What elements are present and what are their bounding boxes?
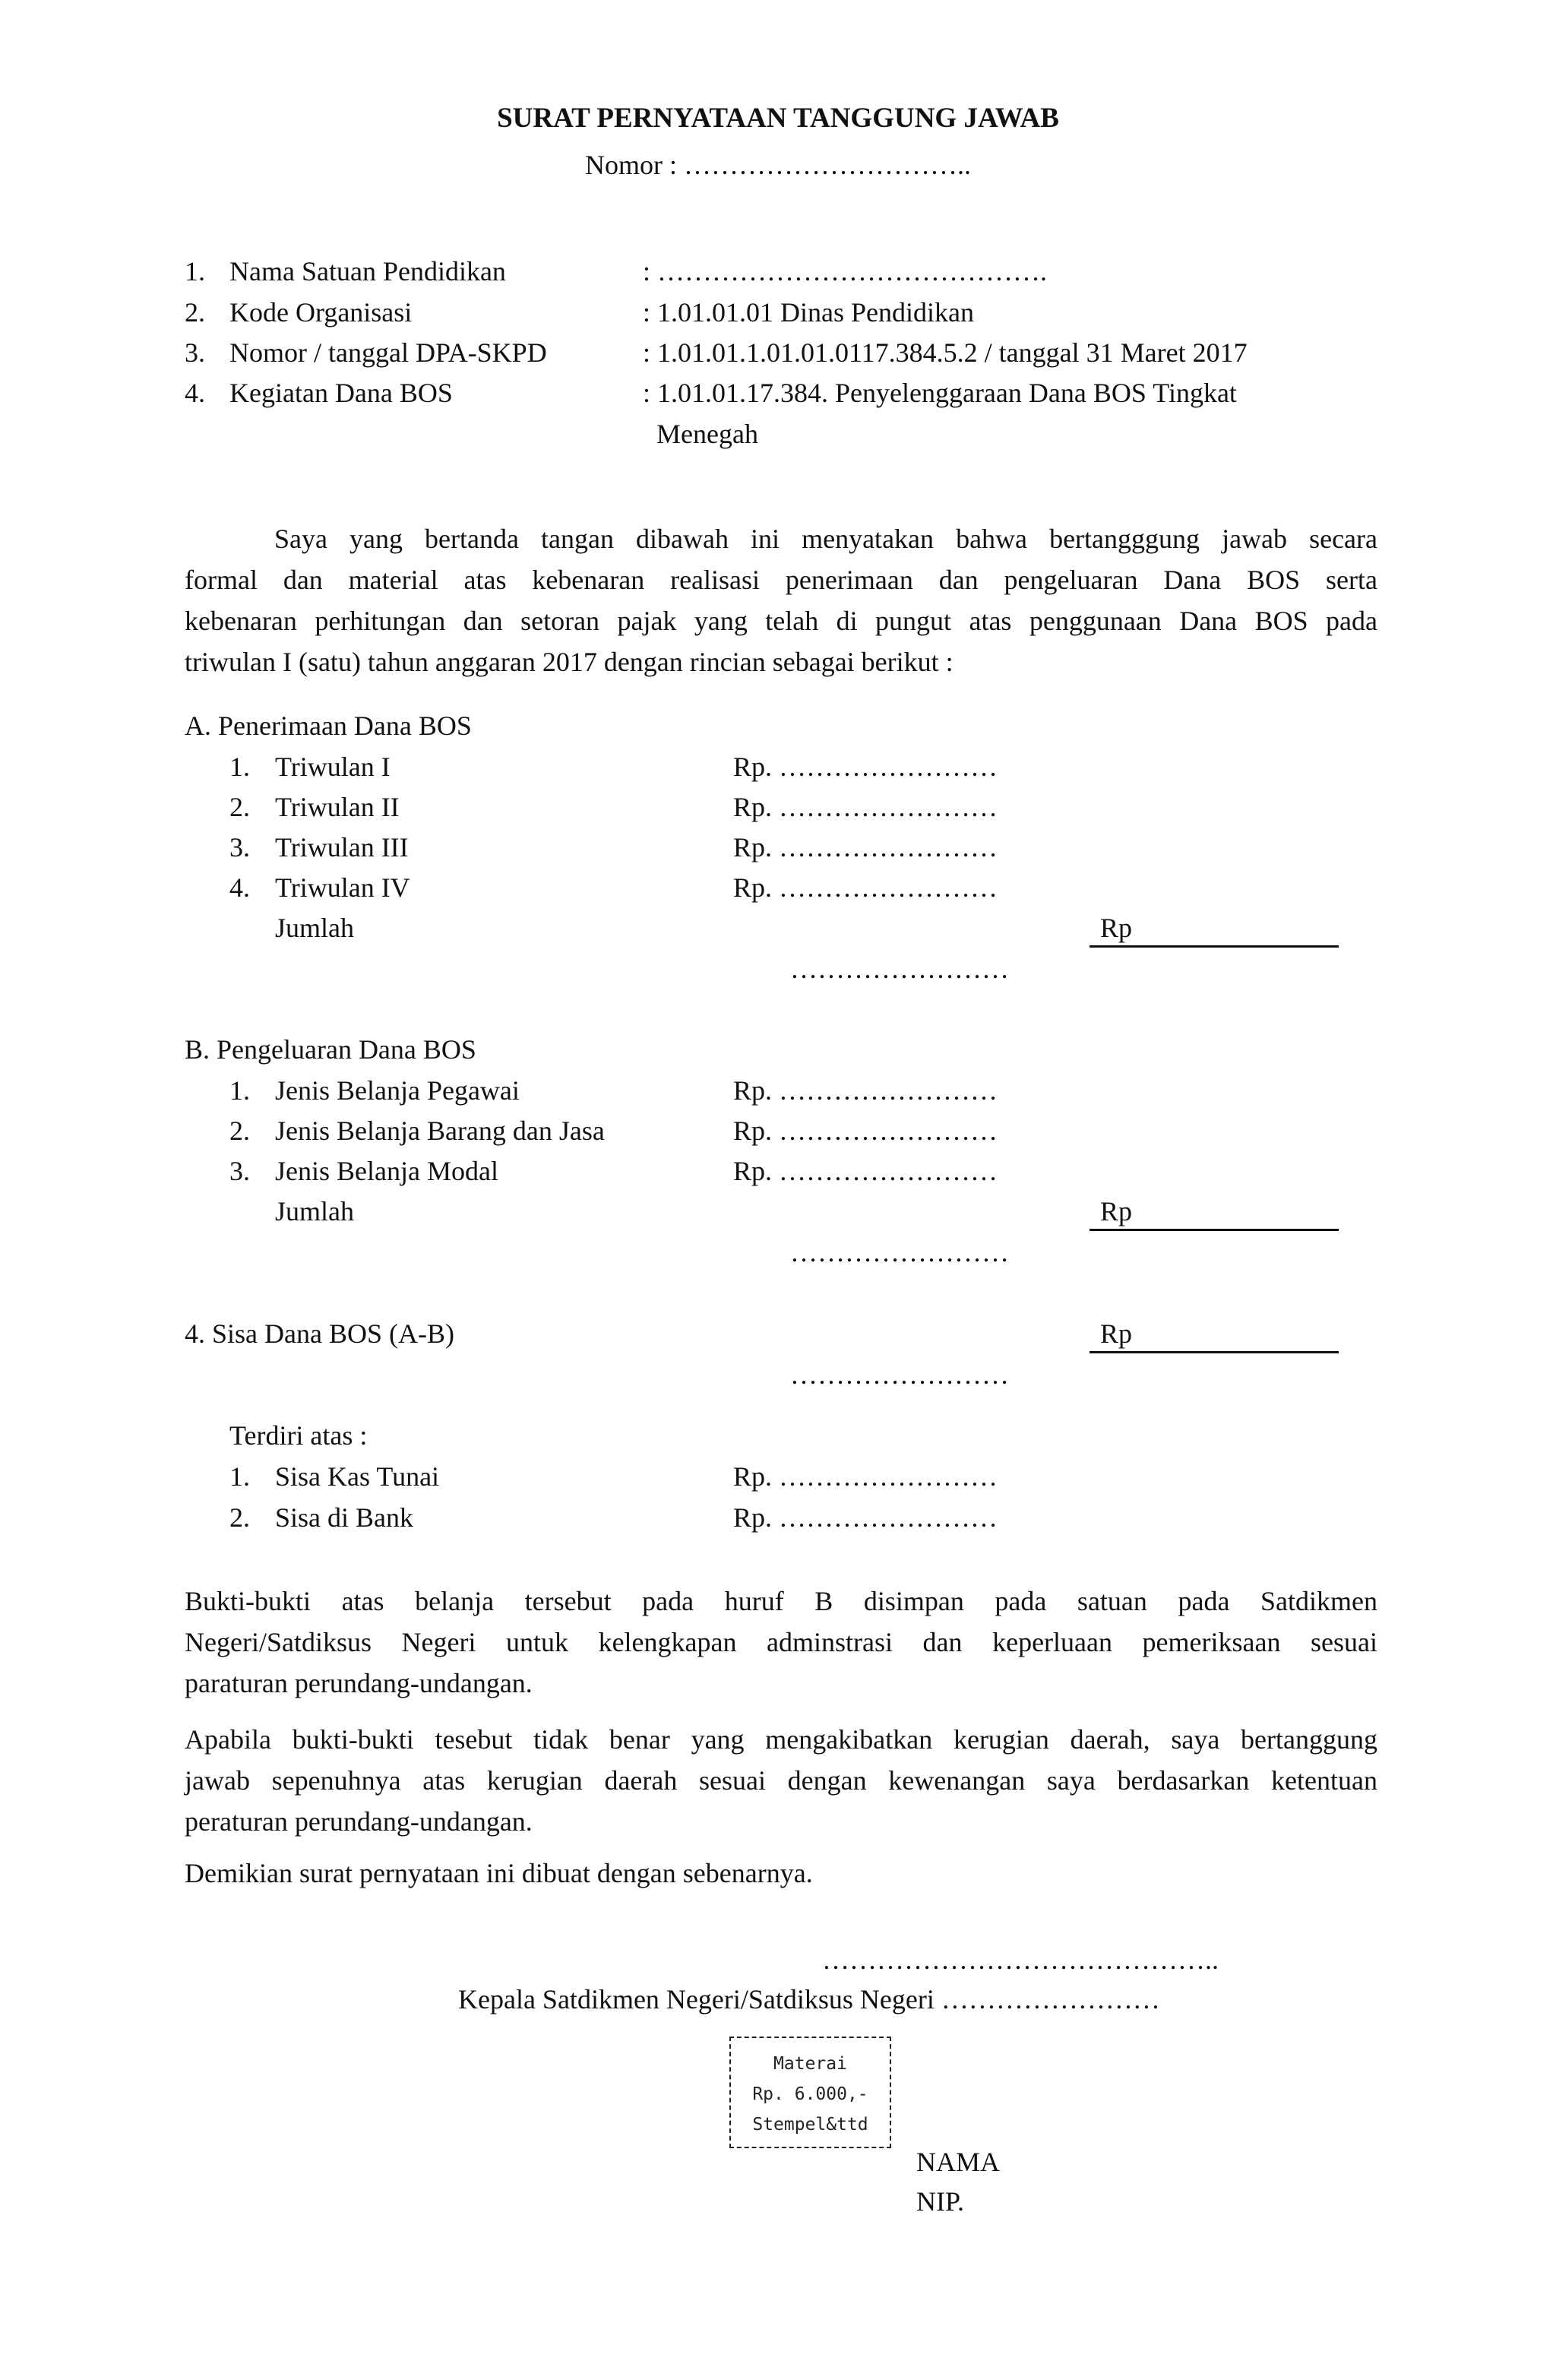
- field-num: 3.: [185, 337, 205, 368]
- stamp-line: Rp. 6.000,-: [752, 2084, 868, 2104]
- item-amount: Rp. ……………………: [733, 1156, 998, 1186]
- item-amount: Rp. ……………………: [733, 1116, 998, 1146]
- item-amount: Rp. ……………………: [733, 752, 998, 782]
- total-amount: ……………………: [790, 954, 1009, 984]
- item-label: Triwulan I: [275, 752, 391, 782]
- intro-line: formal dan material atas kebenaran realisasi penerimaan dan pengeluaran Dana BOS serta: [185, 565, 1377, 595]
- signer-nip: NIP.: [916, 2186, 965, 2217]
- item-num: 1.: [229, 752, 250, 782]
- field-value-school: : …………………………………….: [643, 256, 1048, 286]
- field-num: 4.: [185, 378, 205, 408]
- total-rp: Rp: [1100, 1196, 1133, 1226]
- total-underline: [1090, 945, 1339, 948]
- total-label: Jumlah: [275, 913, 354, 943]
- liability-line: Apabila bukti-bukti tesebut tidak benar yang mengakibatkan kerugian daerah, saya bertanggung: [185, 1724, 1377, 1755]
- item-num: 2.: [229, 1116, 250, 1146]
- item-label: Jenis Belanja Pegawai: [275, 1075, 520, 1106]
- item-amount: Rp. ……………………: [733, 1075, 998, 1106]
- item-amount: Rp. ……………………: [733, 792, 998, 822]
- total-amount: ……………………: [790, 1359, 1009, 1390]
- evidence-line: paraturan perundang-undangan.: [185, 1668, 533, 1698]
- field-num: 1.: [185, 256, 205, 286]
- signature-place-date: ……………………………………..: [822, 1945, 1219, 1975]
- item-num: 1.: [229, 1075, 250, 1106]
- liability-paragraph: [185, 1719, 1377, 1842]
- item-label: Jenis Belanja Barang dan Jasa: [275, 1116, 605, 1146]
- total-rp: Rp: [1100, 1318, 1133, 1349]
- item-label: Sisa Kas Tunai: [275, 1461, 440, 1492]
- field-value-activity-cont: Menegah: [656, 419, 758, 449]
- item-num: 3.: [229, 832, 250, 862]
- field-label-dpa: Nomor / tanggal DPA-SKPD: [229, 337, 547, 368]
- total-underline: [1090, 1351, 1339, 1353]
- total-underline: [1090, 1229, 1339, 1231]
- item-amount: Rp. ……………………: [733, 1461, 998, 1492]
- evidence-line: Bukti-bukti atas belanja tersebut pada huruf B disimpan pada satuan pada Satdikmen: [185, 1586, 1377, 1616]
- closing-statement: Demikian surat pernyataan ini dibuat dengan sebenarnya.: [185, 1858, 813, 1888]
- item-label: Triwulan II: [275, 792, 400, 822]
- document-number: Nomor : …………………………..: [585, 150, 971, 180]
- liability-line: peraturan perundang-undangan.: [185, 1806, 533, 1837]
- balance-consists-of: Terdiri atas :: [229, 1420, 368, 1451]
- total-amount: ……………………: [790, 1237, 1009, 1268]
- item-amount: Rp. ……………………: [733, 832, 998, 862]
- revenue-stamp-box: [729, 2037, 891, 2148]
- item-num: 3.: [229, 1156, 250, 1186]
- evidence-line: Negeri/Satdiksus Negeri untuk kelengkapan adminstrasi dan keperluaan pemeriksaan sesuai: [185, 1627, 1377, 1657]
- intro-line: kebenaran perhitungan dan setoran pajak yang telah di pungut atas penggunaan Dana BOS pada: [185, 606, 1377, 636]
- item-num: 1.: [229, 1461, 250, 1492]
- document-title: SURAT PERNYATAAN TANGGUNG JAWAB: [497, 103, 1059, 134]
- item-amount: Rp. ……………………: [733, 872, 998, 903]
- field-num: 2.: [185, 297, 205, 328]
- section-b-heading: B. Pengeluaran Dana BOS: [185, 1034, 476, 1065]
- section-a-heading: A. Penerimaan Dana BOS: [185, 711, 472, 741]
- item-label: Triwulan IV: [275, 872, 410, 903]
- field-value-dpa: : 1.01.01.1.01.01.0117.384.5.2 / tanggal 31 Maret 2017: [643, 337, 1248, 368]
- item-label: Triwulan III: [275, 832, 409, 862]
- total-label: Jumlah: [275, 1196, 354, 1226]
- total-rp: Rp: [1100, 913, 1133, 943]
- item-num: 2.: [229, 792, 250, 822]
- intro-line: triwulan I (satu) tahun anggaran 2017 dengan rincian sebagai berikut :: [185, 647, 954, 677]
- field-label-school: Nama Satuan Pendidikan: [229, 256, 506, 286]
- item-label: Sisa di Bank: [275, 1502, 414, 1533]
- stamp-line: Stempel&ttd: [752, 2115, 868, 2135]
- stamp-line: Materai: [773, 2054, 847, 2074]
- intro-paragraph: [185, 518, 1377, 682]
- item-num: 2.: [229, 1502, 250, 1533]
- item-amount: Rp. ……………………: [733, 1502, 998, 1533]
- signature-position: Kepala Satdikmen Negeri/Satdiksus Negeri ……………………: [458, 1984, 1160, 2014]
- intro-line: Saya yang bertanda tangan dibawah ini menyatakan bahwa bertangggung jawab secara: [274, 524, 1377, 554]
- field-label-org-code: Kode Organisasi: [229, 297, 413, 328]
- field-value-org-code: : 1.01.01.01 Dinas Pendidikan: [643, 297, 974, 328]
- field-label-activity: Kegiatan Dana BOS: [229, 378, 453, 408]
- signer-name: NAMA: [916, 2147, 1001, 2177]
- field-value-activity: : 1.01.01.17.384. Penyelenggaraan Dana BOS Tingkat: [643, 378, 1237, 408]
- item-num: 4.: [229, 872, 250, 903]
- evidence-paragraph: [185, 1581, 1377, 1704]
- item-label: Jenis Belanja Modal: [275, 1156, 498, 1186]
- liability-line: jawab sepenuhnya atas kerugian daerah sesuai dengan kewenangan saya berdasarkan ketentuan: [185, 1765, 1377, 1796]
- balance-heading: 4. Sisa Dana BOS (A-B): [185, 1318, 454, 1349]
